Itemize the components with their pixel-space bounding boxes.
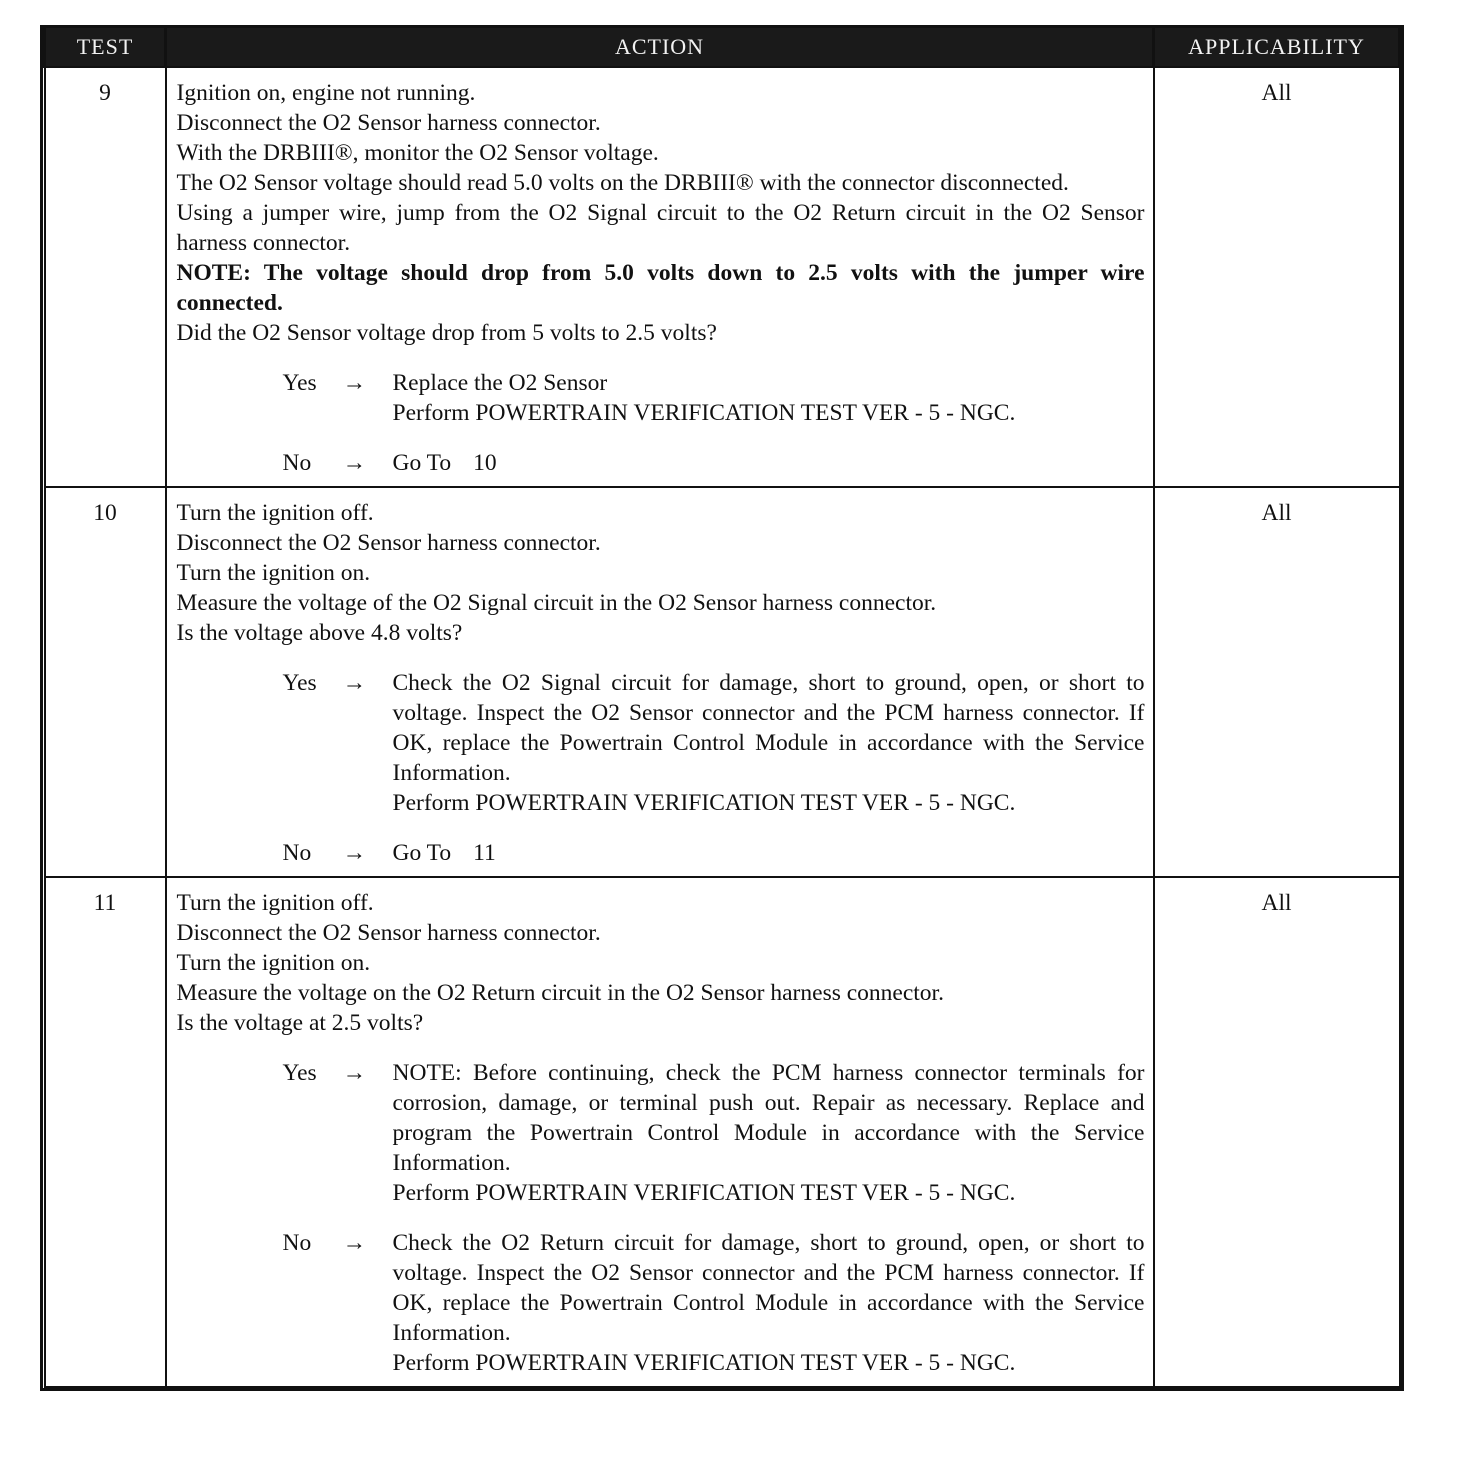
applicability-value: All [1154,877,1400,1387]
goto-number[interactable]: 11 [473,840,496,866]
verification-text: Perform POWERTRAIN VERIFICATION TEST VER - 5 - NGC. [392,1350,1016,1376]
header-test: TEST [45,28,166,67]
arrow-icon: → [342,1230,366,1256]
no-label: No [282,1230,312,1256]
yes-label: Yes [282,670,317,696]
action-cell [166,67,1154,487]
test-number: 9 [45,67,166,487]
step-text: The O2 Sensor voltage should read 5.0 volts on the DRBIII® with the connector disconnected. [176,170,1069,196]
goto-number[interactable]: 10 [473,450,497,476]
step-text: Turn the ignition off. [176,500,374,526]
header-applicability: APPLICABILITY [1154,28,1400,67]
step-text: Measure the voltage of the O2 Signal circuit in the O2 Sensor harness connector. [176,590,937,616]
test-table [43,28,1401,1388]
step-text: Disconnect the O2 Sensor harness connector. [176,110,601,136]
step-text: Disconnect the O2 Sensor harness connector. [176,920,601,946]
test-number: 11 [45,877,166,1387]
verification-text: Perform POWERTRAIN VERIFICATION TEST VER - 5 - NGC. [392,790,1016,816]
yes-answer [177,668,1145,818]
no-answer [177,448,1145,478]
no-label: No [282,450,312,476]
no-body [393,1228,1145,1378]
test-number: 10 [45,487,166,877]
answer-text: Check the O2 Return circuit for damage, short to ground, open, or short to voltage. Inspect the O2 Sensor connector and the PCM harness connector. If OK, replace the Powertrain Control Module in accordance with the Service Information. [392,1230,1145,1346]
header-action: ACTION [166,28,1154,67]
test-row-9 [45,67,1400,487]
answer-text: Replace the O2 Sensor [392,370,608,396]
no-body [393,448,1145,478]
answer-text: NOTE: Before continuing, check the PCM harness connector terminals for corrosion, damage, or terminal push out. Repair as necessary. Replace and program the Powertrain Control Module in accordance with the Service Information. [392,1060,1145,1176]
applicability-value: All [1154,487,1400,877]
note-text: NOTE: The voltage should drop from 5.0 volts down to 2.5 volts with the jumper wire connected. [176,260,1145,316]
arrow-icon: → [342,1060,366,1086]
no-label: No [282,840,312,866]
yes-answer [177,1058,1145,1208]
answer-text: Check the O2 Signal circuit for damage, short to ground, open, or short to voltage. Inspect the O2 Sensor connector and the PCM harness connector. If OK, replace the Powertrain Control Module in accordance with the Service Information. [392,670,1145,786]
goto-label: Go To [392,840,452,866]
action-cell [166,877,1154,1387]
goto-label: Go To [392,450,452,476]
step-text: Measure the voltage on the O2 Return circuit in the O2 Sensor harness connector. [176,980,944,1006]
yes-body [393,1058,1145,1208]
yes-body [393,668,1145,818]
yes-label: Yes [282,1060,317,1086]
question-text: Is the voltage above 4.8 volts? [176,620,463,646]
action-cell [166,487,1154,877]
arrow-icon: → [342,370,366,396]
step-text: Using a jumper wire, jump from the O2 Signal circuit to the O2 Return circuit in the O2 Sensor harness connector. [176,200,1145,256]
yes-body [393,368,1145,428]
verification-text: Perform POWERTRAIN VERIFICATION TEST VER - 5 - NGC. [392,400,1016,426]
question-text: Did the O2 Sensor voltage drop from 5 volts to 2.5 volts? [176,320,717,346]
arrow-icon: → [342,670,366,696]
step-text: With the DRBIII®, monitor the O2 Sensor voltage. [176,140,659,166]
diagnostic-test-table [40,25,1404,1391]
verification-text: Perform POWERTRAIN VERIFICATION TEST VER - 5 - NGC. [392,1180,1016,1206]
test-row-11 [45,877,1400,1387]
table-header [45,28,1400,67]
question-text: Is the voltage at 2.5 volts? [176,1010,424,1036]
arrow-icon: → [342,450,366,476]
header-row [45,28,1400,67]
yes-label: Yes [282,370,317,396]
step-text: Ignition on, engine not running. [176,80,476,106]
no-body [393,838,1145,868]
step-text: Disconnect the O2 Sensor harness connector. [176,530,601,556]
yes-answer [177,368,1145,428]
step-text: Turn the ignition on. [176,950,371,976]
no-answer [177,1228,1145,1378]
step-text: Turn the ignition on. [176,560,371,586]
arrow-icon: → [342,840,366,866]
applicability-value: All [1154,67,1400,487]
no-answer [177,838,1145,868]
step-text: Turn the ignition off. [176,890,374,916]
test-row-10 [45,487,1400,877]
